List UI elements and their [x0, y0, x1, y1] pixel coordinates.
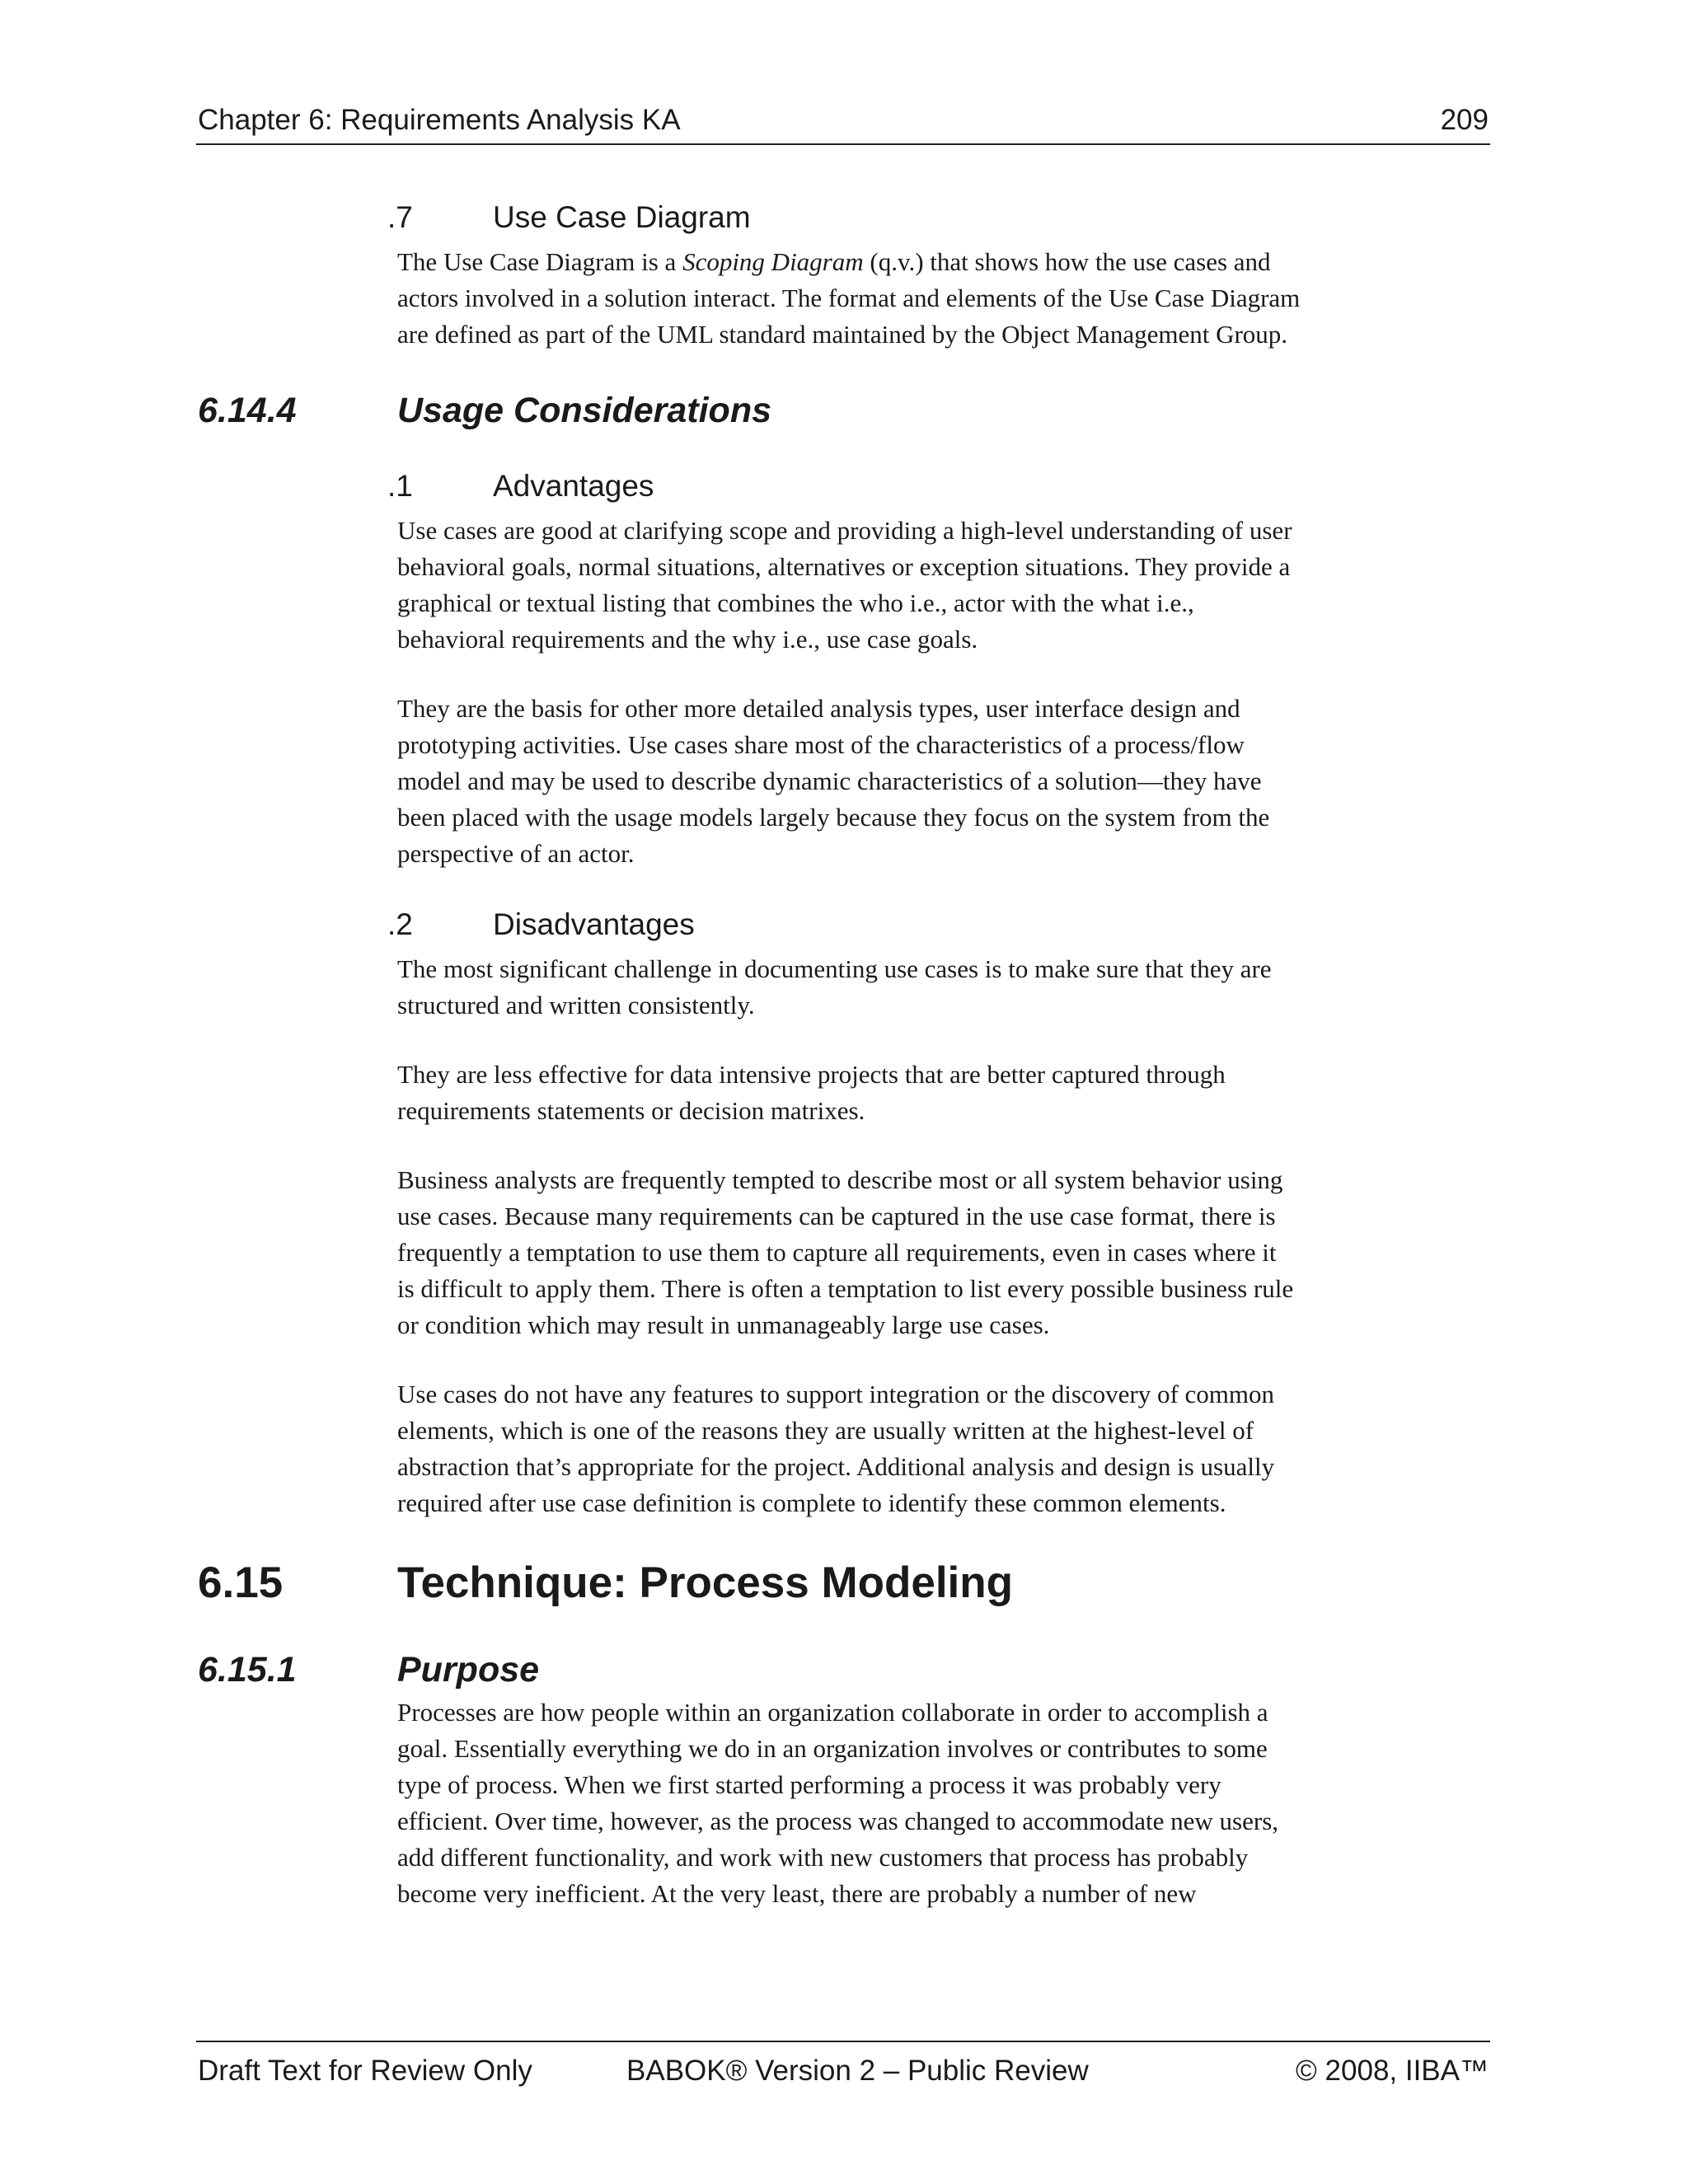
paragraph-line: They are less effective for data intensive projects that are better captured through — [397, 1060, 1226, 1089]
paragraph-line: required after use case definition is complete to identify these common elements. — [397, 1488, 1226, 1517]
paragraph-advantages-1 — [397, 513, 1489, 658]
page-footer — [196, 2041, 1490, 2093]
paragraph-line: graphical or textual listing that combines the who i.e., actor with the what i.e., — [397, 588, 1194, 617]
paragraph-line: perspective of an actor. — [397, 839, 635, 868]
subsection-heading-disadvantages — [387, 905, 1212, 944]
paragraph-use-case-diagram — [397, 244, 1489, 353]
paragraph-line: Processes are how people within an organization collaborate in order to accomplish a — [397, 1698, 1268, 1727]
paragraph-line: frequently a temptation to use them to capture all requirements, even in cases where it — [397, 1238, 1277, 1267]
paragraph-purpose — [397, 1694, 1489, 1912]
section-heading-purpose — [196, 1647, 1185, 1693]
paragraph-line: goal. Essentially everything we do in an organization involves or contributes to some — [397, 1734, 1268, 1763]
paragraph-advantages-2 — [397, 691, 1489, 872]
section-title: Technique: Process Modeling — [397, 1558, 1014, 1607]
subsection-number: .7 — [387, 200, 413, 234]
scoping-diagram-reference: Scoping Diagram — [682, 247, 864, 276]
paragraph-line: behavioral requirements and the why i.e., use case goals. — [397, 625, 978, 654]
paragraph-line: structured and written consistently. — [397, 991, 755, 1019]
paragraph-line: actors involved in a solution interact. The format and elements of the Use Case Diagram — [397, 284, 1301, 312]
section-title: Usage Considerations — [397, 391, 771, 430]
paragraph-line: use cases. Because many requirements can be captured in the use case format, there is — [397, 1202, 1276, 1230]
subsection-title: Disadvantages — [493, 907, 695, 941]
paragraph-line: been placed with the usage models largely because they focus on the system from the — [397, 803, 1270, 832]
chapter-section-heading-process-modeling — [196, 1556, 1268, 1610]
chapter-title: Chapter 6: Requirements Analysis KA — [198, 104, 681, 136]
paragraph-line: efficient. Over time, however, as the process was changed to accommodate new users, — [397, 1807, 1279, 1835]
paragraph-line: is difficult to apply them. There is often a temptation to list every possible business rule — [397, 1274, 1294, 1303]
footer-version: BABOK® Version 2 – Public Review — [626, 2055, 1089, 2087]
paragraph-disadvantages-3 — [397, 1162, 1489, 1343]
subsection-title: Advantages — [493, 469, 654, 503]
subsection-heading-use-case-diagram — [387, 198, 1212, 237]
paragraph-line: type of process. When we first started performing a process it was probably very — [397, 1770, 1221, 1799]
paragraph-line: The most significant challenge in documenting use cases is to make sure that they are — [397, 954, 1272, 983]
footer-draft-notice: Draft Text for Review Only — [198, 2055, 532, 2087]
paragraph-disadvantages-2 — [397, 1057, 1489, 1129]
paragraph-line: Use cases are good at clarifying scope and providing a high-level understanding of user — [397, 516, 1292, 545]
section-number: 6.15 — [198, 1558, 284, 1607]
paragraph-line: requirements statements or decision matrixes. — [397, 1096, 865, 1125]
paragraph-line: behavioral goals, normal situations, alternatives or exception situations. They provide a — [397, 552, 1291, 581]
paragraph-disadvantages-1 — [397, 951, 1489, 1024]
paragraph-line: or condition which may result in unmanageably large use cases. — [397, 1310, 1050, 1339]
paragraph-line: Business analysts are frequently tempted to describe most or all system behavior using — [397, 1165, 1283, 1194]
paragraph-line: prototyping activities. Use cases share most of the characteristics of a process/flow — [397, 730, 1245, 759]
section-title: Purpose — [397, 1650, 540, 1690]
paragraph-line: The Use Case Diagram is a Scoping Diagram (q.v.) that shows how the use cases and — [397, 247, 1271, 276]
paragraph-line: They are the basis for other more detailed analysis types, user interface design and — [397, 694, 1240, 723]
subsection-number: .2 — [387, 907, 413, 941]
paragraph-line: Use cases do not have any features to support integration or the discovery of common — [397, 1380, 1275, 1408]
paragraph-line: become very inefficient. At the very least, there are probably a number of new — [397, 1879, 1197, 1908]
paragraph-line: model and may be used to describe dynamic characteristics of a solution—they have — [397, 766, 1262, 795]
page-header — [196, 97, 1490, 145]
subsection-title: Use Case Diagram — [493, 200, 751, 234]
subsection-heading-advantages — [387, 466, 1212, 506]
section-number: 6.14.4 — [198, 391, 297, 430]
page-number: 209 — [1440, 104, 1489, 136]
section-heading-usage-considerations — [196, 387, 1185, 434]
footer-copyright: © 2008, IIBA™ — [1296, 2055, 1489, 2087]
paragraph-line: are defined as part of the UML standard maintained by the Object Management Group. — [397, 320, 1288, 349]
paragraph-disadvantages-4 — [397, 1376, 1489, 1521]
paragraph-line: add different functionality, and work with new customers that process has probably — [397, 1843, 1249, 1872]
section-number: 6.15.1 — [198, 1650, 297, 1690]
paragraph-line: abstraction that’s appropriate for the project. Additional analysis and design is usually — [397, 1452, 1275, 1481]
subsection-number: .1 — [387, 469, 413, 503]
paragraph-line: elements, which is one of the reasons they are usually written at the highest-level of — [397, 1416, 1254, 1445]
